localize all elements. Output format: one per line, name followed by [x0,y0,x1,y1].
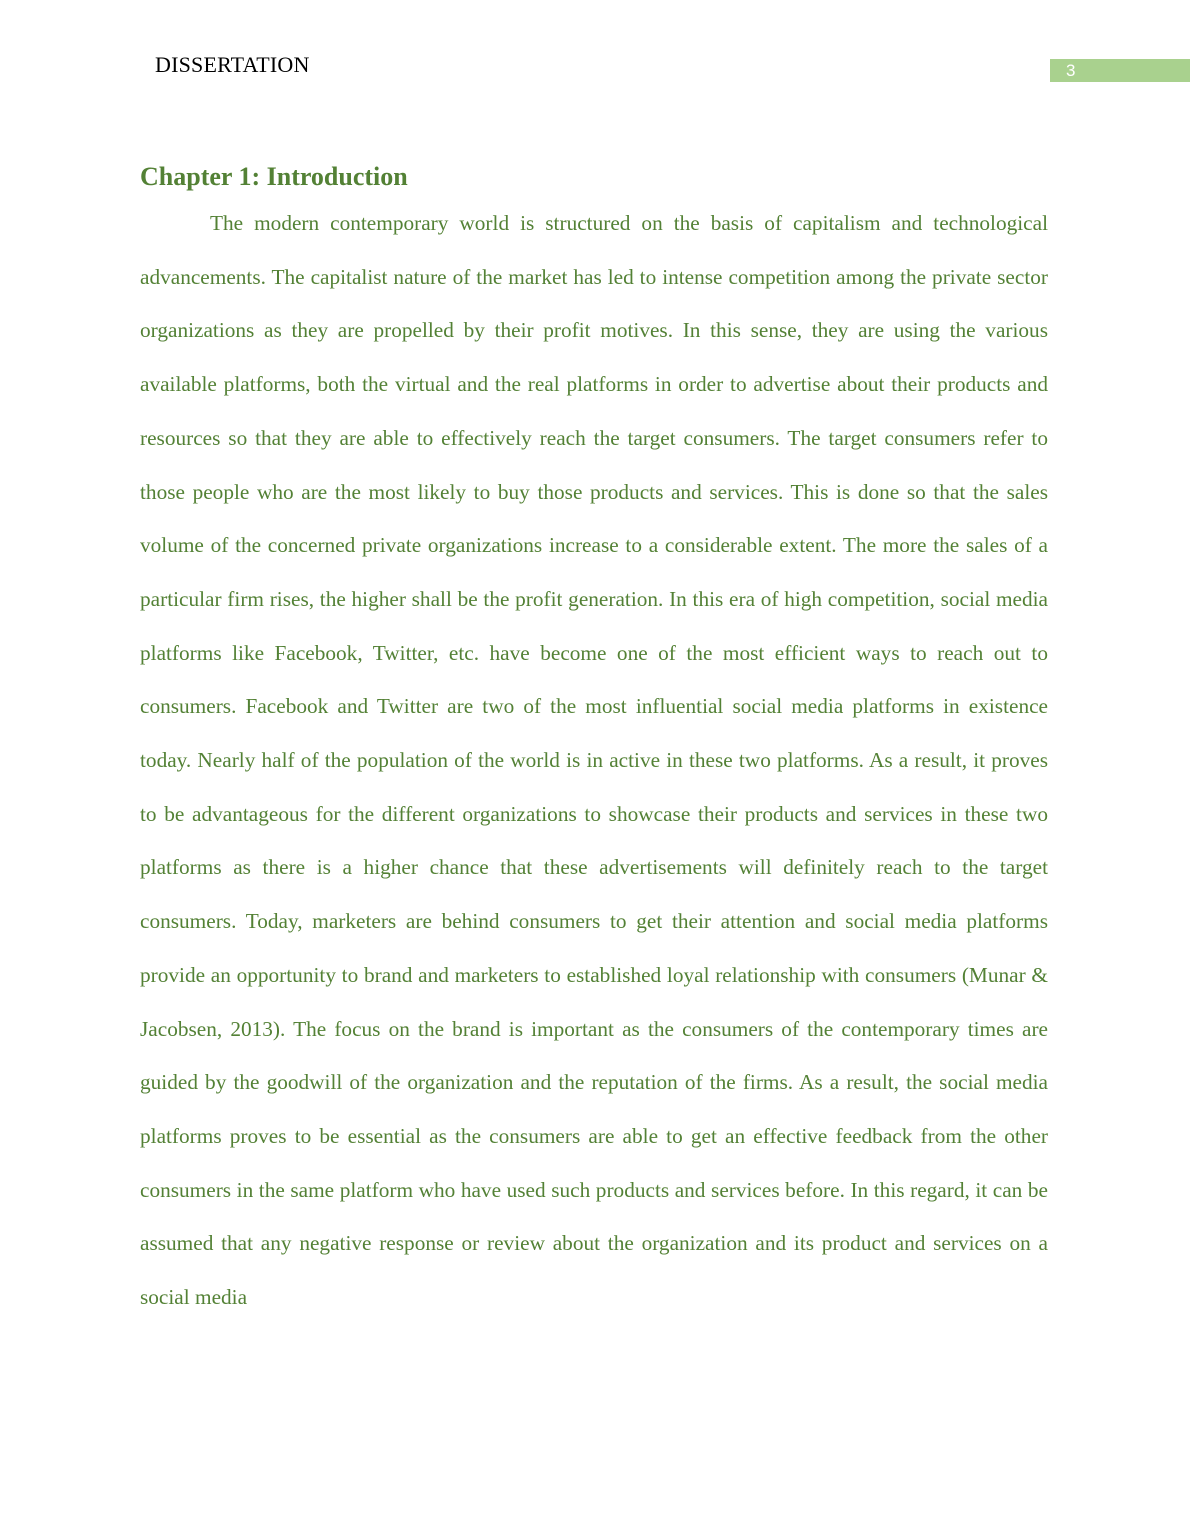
page-number-box [1050,59,1190,82]
running-head: DISSERTATION [155,52,310,77]
page-number: 3 [1066,61,1076,80]
chapter-heading: Chapter 1: Introduction [140,162,408,191]
body-paragraph: The modern contemporary world is structured on the basis of capitalism and technological advancements. The capitalist nature of the market has led to intense competition among the private sector organizations as they are propelled by their profit motives. In this sense, they are using the various available platforms, both the virtual and the real platforms in order to advertise about their products and resources so that they are able to effectively reach the target consumers. The target consumers refer to those people who are the most likely to buy those products and services. This is done so that the sales volume of the concerned private organizations increase to a considerable extent. The more the sales of a particular firm rises, the higher shall be the profit generation. In this era of high competition, social media platforms like Facebook, Twitter, etc. have become one of the most efficient ways to reach out to consumers. Facebook and Twitter are two of the most influential social media platforms in existence today. Nearly half of the population of the world is in active in these two platforms. As a result, it proves to be advantageous for the different organizations to showcase their products and services in these two platforms as there is a higher chance that these advertisements will definitely reach to the target consumers. Today, marketers are behind consumers to get their attention and social media platforms provide an opportunity to brand and marketers to established loyal relationship with consumers (Munar & Jacobsen, 2013). The focus on the brand is important as the consumers of the contemporary times are guided by the goodwill of the organization and the reputation of the firms. As a result, the social media platforms proves to be essential as the consumers are able to get an effective feedback from the other consumers in the same platform who have used such products and services before. In this regard, it can be assumed that any negative response or review about the organization and its product and services on a social media [140,211,1048,1310]
